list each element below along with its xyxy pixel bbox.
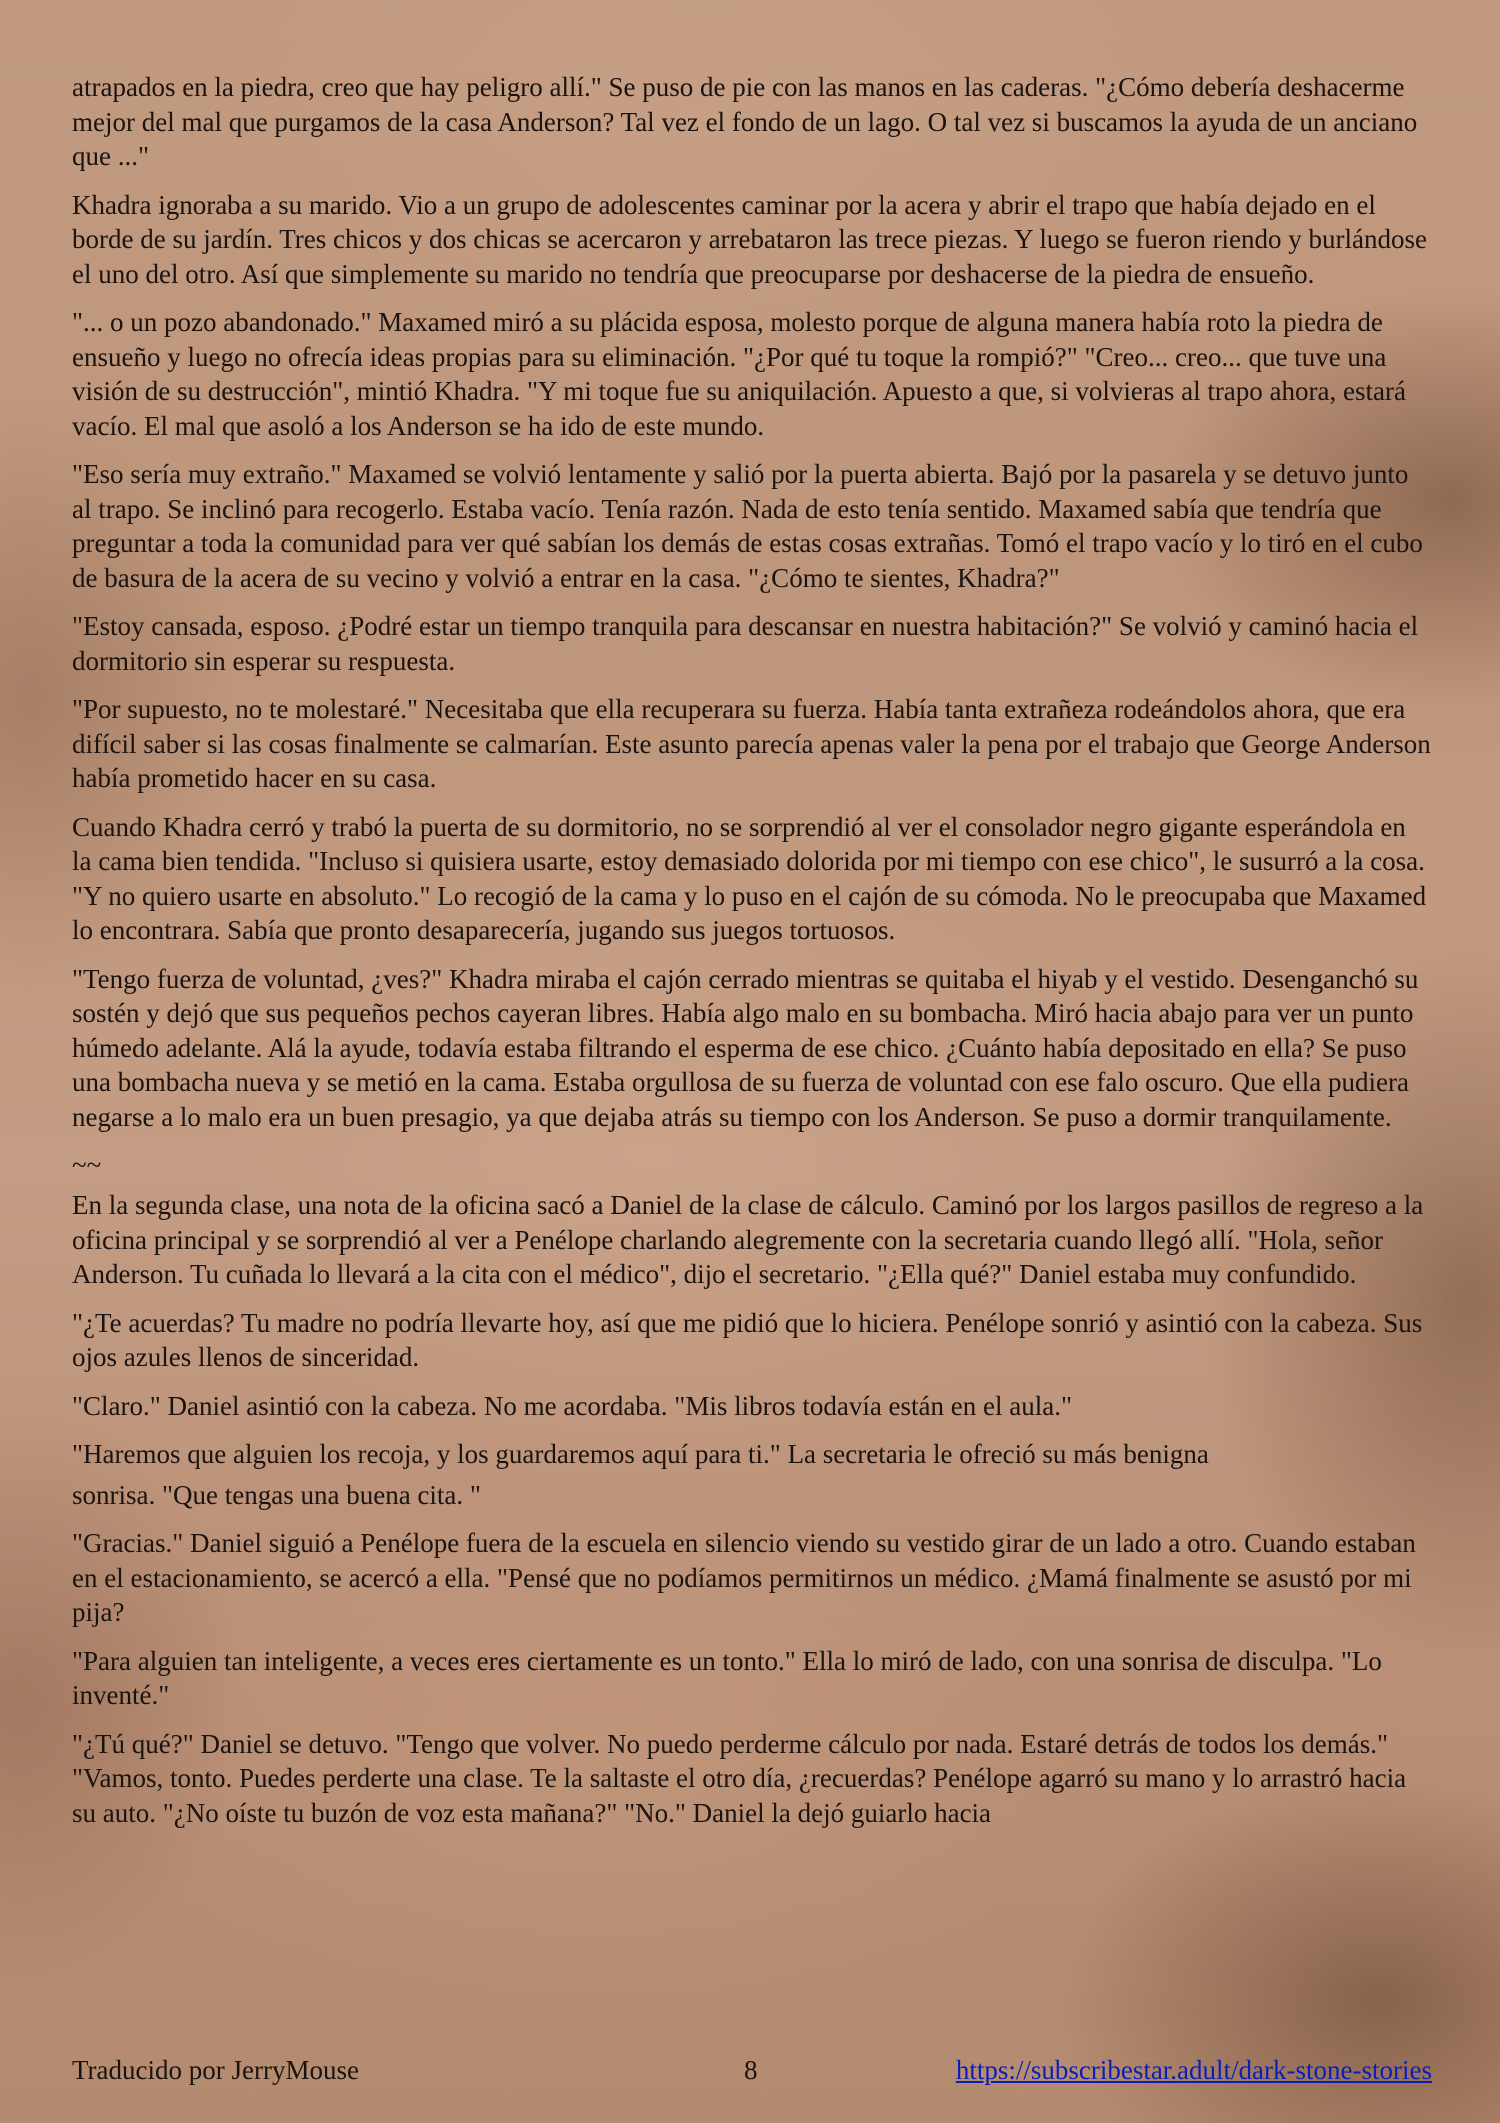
document-body <box>72 70 1432 1844</box>
paragraph: "Haremos que alguien los recoja, y los guardaremos aquí para ti." La secretaria le ofreció su más benigna <box>72 1439 1209 1469</box>
subscribestar-link[interactable]: https://subscribestar.adult/dark-stone-stories <box>955 2055 1432 2085</box>
paragraph: "Claro." Daniel asintió con la cabeza. No me acordaba. "Mis libros todavía están en el aula." <box>72 1390 1072 1421</box>
translator-credit: Traducido por JerryMouse <box>72 2055 359 2085</box>
section-divider: ~~ <box>72 1150 102 1180</box>
paragraph: En la segunda clase, una nota de la oficina sacó a Daniel de la clase de cálculo. Caminó por los largos pasillos de regreso a la oficina principal y se sorprendió al ver a Penélope charlando alegremente con la secretaria cuando llegó allí. "Hola, señor Anderson. Tu cuñada lo llevará a la cita con el médico", dijo el secretario. "¿Ella qué?" Daniel estaba muy confundido. <box>72 1190 1424 1289</box>
paragraph: "Por supuesto, no te molestaré." Necesitaba que ella recuperara su fuerza. Había tanta extrañeza rodeándolos ahora, que era difícil saber si las cosas finalmente se calmarían. Este asunto parecía apenas valer la pena por el trabajo que George Anderson había prometido hacer en su casa. <box>72 694 1431 793</box>
paragraph: "Tengo fuerza de voluntad, ¿ves?" Khadra miraba el cajón cerrado mientras se quitaba el hiyab y el vestido. Desenganchó su sostén y dejó que sus pequeños pechos cayeran libres. Había algo malo en su bombacha. Miró hacia abajo para ver un punto húmedo adelante. Alá la ayude, todavía estaba filtrando el esperma de ese chico. ¿Cuánto había depositado en ella? Se puso una bombacha nueva y se metió en la cama. Estaba orgullosa de su fuerza de voluntad con ese falo oscuro. Que ella pudiera negarse a lo malo era un buen presagio, ya que dejaba atrás su tiempo con los Anderson. Se puso a dormir tranquilamente. <box>72 963 1419 1132</box>
paragraph: "Gracias." Daniel siguió a Penélope fuera de la escuela en silencio viendo su vestido girar de un lado a otro. Cuando estaban en el estacionamiento, se acercó a ella. "Pensé que no podíamos permitirnos un médico. ¿Mamá finalmente se asustó por mi pija? <box>72 1528 1416 1627</box>
page-number: 8 <box>744 2055 758 2085</box>
paragraph: "Para alguien tan inteligente, a veces eres ciertamente es un tonto." Ella lo miró de lado, con una sonrisa de disculpa. "Lo inventé." <box>72 1645 1382 1710</box>
paragraph: "¿Te acuerdas? Tu madre no podría llevarte hoy, así que me pidió que lo hiciera. Penélope sonrió y asintió con la cabeza. Sus ojos azules llenos de sinceridad. <box>72 1307 1423 1372</box>
paragraph: atrapados en la piedra, creo que hay peligro allí." Se puso de pie con las manos en las caderas. "¿Cómo debería deshacerme mejor del mal que purgamos de la casa Anderson? Tal vez el fondo de un lago. O tal vez si buscamos la ayuda de un anciano que ..." <box>72 72 1418 171</box>
paragraph: "Estoy cansada, esposo. ¿Podré estar un tiempo tranquila para descansar en nuestra habitación?" Se volvió y caminó hacia el dormitorio sin esperar su respuesta. <box>72 611 1419 676</box>
paragraph: Cuando Khadra cerró y trabó la puerta de su dormitorio, no se sorprendió al ver el consolador negro gigante esperándola en la cama bien tendida. "Incluso si quisiera usarte, estoy demasiado dolorida por mi tiempo con ese chico", le susurró a la cosa. "Y no quiero usarte en absoluto." Lo recogió de la cama y lo puso en el cajón de su cómoda. No le preocupaba que Maxamed lo encontrara. Sabía que pronto desaparecería, jugando sus juegos tortuosos. <box>72 811 1427 945</box>
paragraph: Khadra ignoraba a su marido. Vio a un grupo de adolescentes caminar por la acera y abrir el trapo que había dejado en el borde de su jardín. Tres chicos y dos chicas se acercaron y arrebataron las trece piezas. Y luego se fueron riendo y burlándose el uno del otro. Así que simplemente su marido no tendría que preocuparse por deshacerse de la piedra de ensueño. <box>72 189 1428 289</box>
paragraph: "... o un pozo abandonado." Maxamed miró a su plácida esposa, molesto porque de alguna manera había roto la piedra de ensueño y luego no ofrecía ideas propias para su eliminación. "¿Por qué tu toque la rompió?" "Creo... creo... que tuve una visión de su destrucción", mintió Khadra. "Y mi toque fue su aniquilación. Apuesto a que, si volvieras al trapo ahora, estará vacío. El mal que asoló a los Anderson se ha ido de este mundo. <box>72 307 1406 441</box>
paragraph: "Eso sería muy extraño." Maxamed se volvió lentamente y salió por la puerta abierta. Bajó por la pasarela y se detuvo junto al trapo. Se inclinó para recogerlo. Estaba vacío. Tenía razón. Nada de esto tenía sentido. Maxamed sabía que tendría que preguntar a toda la comunidad para ver qué sabían los demás de estas cosas extrañas. Tomó el trapo vacío y lo tiró en el cubo de basura de la acera de su vecino y volvió a entrar en la casa. "¿Cómo te sientes, Khadra?" <box>72 459 1423 593</box>
paragraph: "¿Tú qué?" Daniel se detuvo. "Tengo que volver. No puedo perderme cálculo por nada. Estaré detrás de todos los demás." "Vamos, tonto. Puedes perderte una clase. Te la saltaste el otro día, ¿recuerdas? Penélope agarró su mano y lo arrastró hacia su auto. "¿No oíste tu buzón de voz esta mañana?" "No." Daniel la dejó guiarlo hacia <box>72 1728 1407 1828</box>
page-footer <box>72 2052 1432 2088</box>
paragraph: sonrisa. "Que tengas una buena cita. " <box>72 1479 481 1510</box>
